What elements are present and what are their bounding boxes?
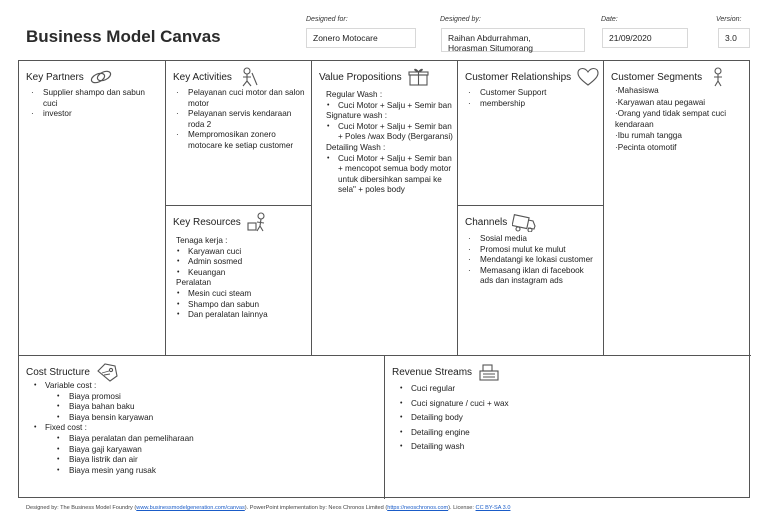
- list-item: · Sosial media: [466, 234, 599, 245]
- designed-by-field[interactable]: [441, 28, 585, 52]
- designed-by-label: Designed by:: [440, 16, 481, 23]
- key-resources-title: Key Resources: [173, 216, 241, 228]
- list-item: • Biaya mesin yang rusak: [33, 466, 380, 477]
- key-activities-title: Key Activities: [173, 71, 232, 83]
- list-item: · Mempromosikan zonero motocare ke setiap customer: [174, 130, 307, 151]
- list-item: • Biaya bensin karyawan: [33, 413, 380, 424]
- key-partners-title: Key Partners: [26, 71, 84, 83]
- revenue-streams-section: [385, 356, 751, 499]
- group-title: Tenaga kerja :: [176, 236, 228, 245]
- customer-segments-title: Customer Segments: [611, 71, 703, 83]
- gift-icon: [407, 67, 431, 87]
- version-field[interactable]: 3.0: [718, 28, 750, 48]
- page-title: Business Model Canvas: [26, 27, 221, 46]
- worker-icon: [237, 67, 261, 87]
- list-item: • Biaya listrik dan air: [33, 455, 380, 466]
- footer-link-license[interactable]: CC BY-SA 3.0: [475, 505, 511, 511]
- list-item: • Cuci signature / cuci + wax: [399, 399, 747, 410]
- list-item: · Pelayanan cuci motor dan salon motor: [174, 88, 307, 109]
- group-title: • Fixed cost :: [33, 423, 380, 434]
- list-item: · Promosi mulut ke mulut: [466, 245, 599, 256]
- truck-icon: [512, 212, 536, 232]
- link-icon: [89, 67, 113, 87]
- list-item: · investor: [29, 109, 161, 120]
- customer-relationships-section: [458, 61, 604, 206]
- channels-section: [458, 206, 604, 356]
- designed-for-label: Designed for:: [306, 16, 348, 23]
- footer-credits: [26, 505, 510, 511]
- heart-icon: [576, 67, 600, 87]
- list-item: • Keuangan: [176, 268, 307, 279]
- list-item: • Biaya promosi: [33, 392, 380, 403]
- cash-register-icon: [477, 362, 501, 382]
- designed-by-line-2: Horasman Situmorang: [448, 43, 534, 53]
- list-item: • Detailing wash: [399, 442, 747, 453]
- key-resources-section: [166, 206, 312, 356]
- cost-structure-title: Cost Structure: [26, 366, 90, 378]
- list-item: • Dan peralatan lainnya: [176, 310, 307, 321]
- list-item: • Cuci Motor + Salju + Semir ban + Poles /wax Body (Bergaransi): [326, 122, 453, 143]
- list-item: ·Mahasiswa: [615, 86, 659, 95]
- customer-segments-section: [604, 61, 751, 356]
- list-item: • Cuci regular: [399, 384, 747, 395]
- list-item: • Shampo dan sabun: [176, 300, 307, 311]
- list-item: · Memasang iklan di facebook ads dan instagram ads: [466, 266, 599, 287]
- footer-prefix: Designed by: The Business Model Foundry (: [26, 505, 137, 511]
- key-activities-section: [166, 61, 312, 206]
- date-label: Date:: [601, 16, 618, 23]
- canvas-grid: [18, 60, 750, 498]
- list-item: · Customer Support: [466, 88, 599, 99]
- list-item: • Detailing body: [399, 413, 747, 424]
- value-propositions-section: [312, 61, 458, 356]
- list-item: · Supplier shampo dan sabun cuci: [29, 88, 161, 109]
- group-title: Regular Wash :: [326, 90, 383, 99]
- list-item: • Mesin cuci steam: [176, 289, 307, 300]
- channels-title: Channels: [465, 216, 508, 228]
- list-item: • Karyawan cuci: [176, 247, 307, 258]
- footer-link-neoschronos[interactable]: https://neoschronos.com: [387, 505, 449, 511]
- footer-suffix: ). License:: [448, 505, 476, 511]
- group-title: Signature wash :: [326, 111, 387, 121]
- designed-for-field[interactable]: Zonero Motocare: [306, 28, 416, 48]
- list-item: • Cuci Motor + Salju + Semir ban: [326, 101, 453, 112]
- designed-by-line-1: Raihan Abdurrahman,: [448, 33, 531, 43]
- factory-worker-icon: [246, 212, 270, 232]
- list-item: ·Ibu rumah tangga: [615, 131, 682, 141]
- group-title: Detailing Wash :: [326, 142, 386, 152]
- list-item: ·Karyawan atau pegawai: [615, 97, 706, 107]
- list-item: • Biaya gaji karyawan: [33, 445, 380, 456]
- key-partners-section: [19, 61, 166, 356]
- list-item: • Detailing engine: [399, 428, 747, 439]
- version-label: Version:: [716, 16, 742, 23]
- list-item: • Admin sosmed: [176, 257, 307, 268]
- list-item: • Biaya bahan baku: [33, 402, 380, 413]
- list-item: · Mendatangi ke lokasi customer: [466, 255, 599, 266]
- tag-icon: [95, 362, 119, 382]
- group-title: Peralatan: [176, 278, 212, 288]
- list-item: · Pelayanan servis kendaraan roda 2: [174, 109, 307, 130]
- group-title: • Variable cost :: [33, 381, 380, 392]
- footer-middle: ). PowerPoint implementation by: Neos Chronos Limited (: [244, 505, 388, 511]
- person-icon: [707, 67, 731, 87]
- list-item: ·Orang yand tidak sempat cuci kendaraan: [615, 109, 727, 129]
- list-item: • Cuci Motor + Salju + Semir ban + mencopot semua body motor untuk dibersihkan sampai ke sela" + poles body: [326, 154, 453, 196]
- customer-relationships-title: Customer Relationships: [465, 71, 572, 83]
- list-item: · membership: [466, 99, 599, 110]
- list-item: ·Pecinta otomotif: [615, 142, 677, 152]
- cost-structure-section: [19, 356, 385, 499]
- revenue-streams-title: Revenue Streams: [392, 366, 473, 378]
- list-item: • Biaya peralatan dan pemeliharaan: [33, 434, 380, 445]
- value-propositions-title: Value Propositions: [319, 71, 402, 83]
- date-field[interactable]: 21/09/2020: [602, 28, 688, 48]
- footer-link-canvas[interactable]: www.businessmodelgeneration.com/canvas: [136, 505, 245, 511]
